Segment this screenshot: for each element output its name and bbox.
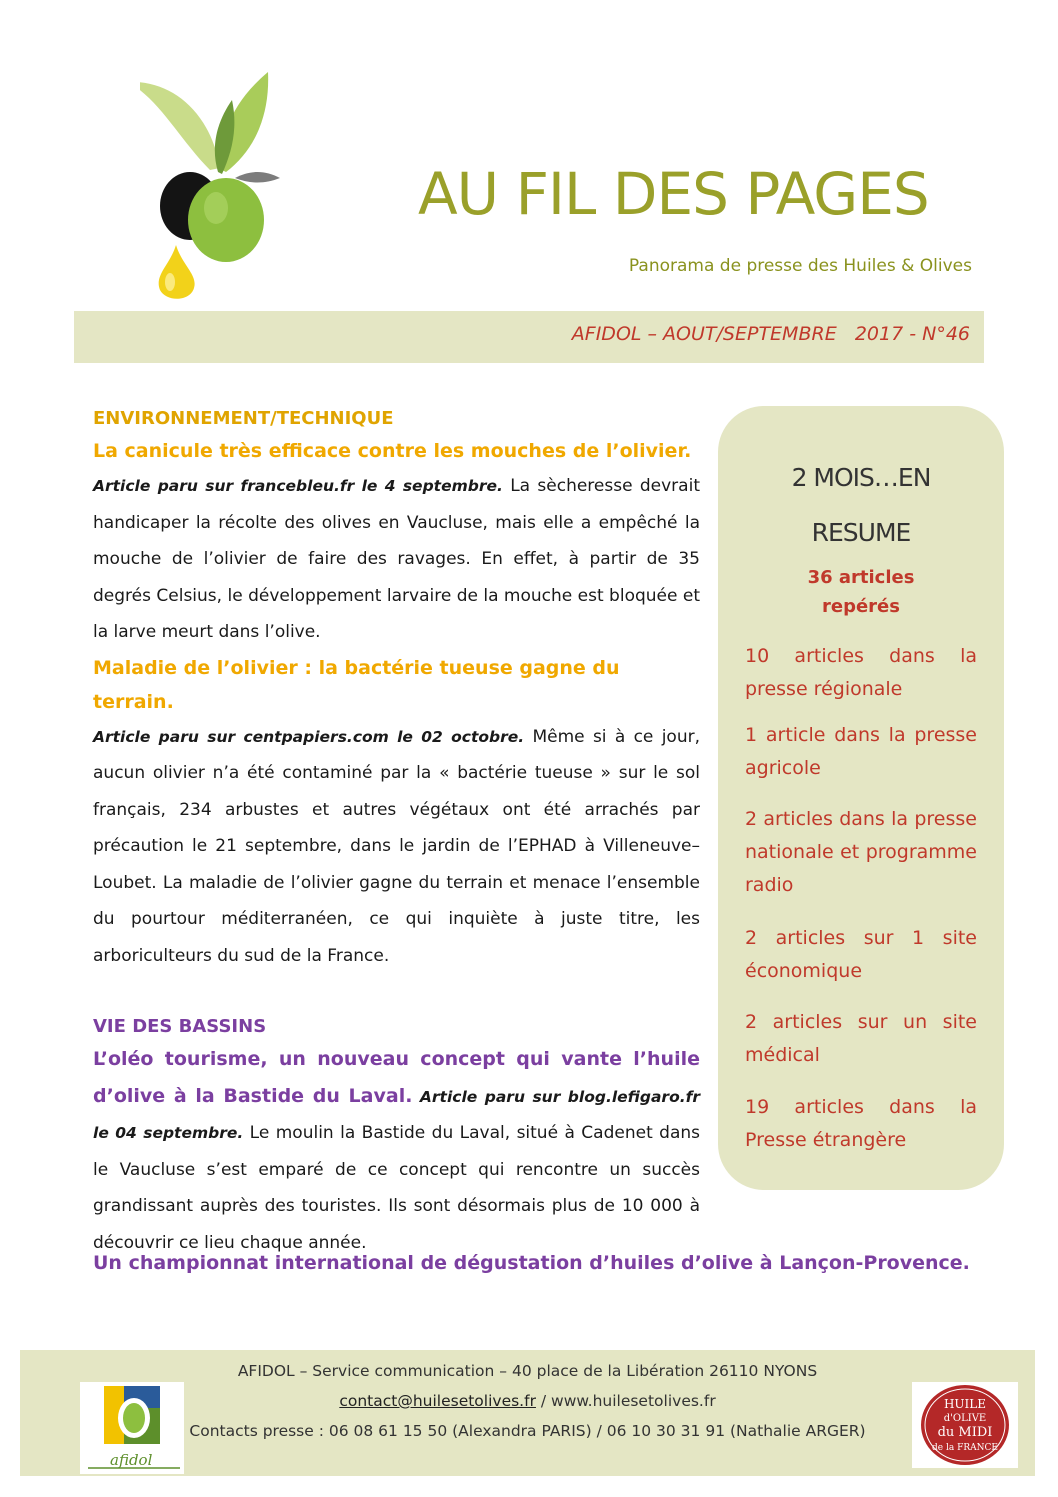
summary-item: 10 articles dans la presse régionale	[745, 645, 977, 700]
summary-item: 2 articles dans la presse nationale et programme radio	[745, 808, 977, 896]
oil-drop-icon	[159, 245, 195, 299]
article-body	[93, 719, 700, 975]
issue-label: AFIDOL – AOUT/SEPTEMBRE 2017 - N°46	[571, 323, 970, 345]
green-olive-icon	[188, 178, 264, 262]
page-subtitle: Panorama de presse des Huiles & Olives	[628, 256, 972, 276]
huile-olive-midi-logo	[912, 1382, 1018, 1468]
page-title: AU FIL DES PAGES	[418, 160, 929, 228]
summary-box	[718, 406, 1004, 1190]
footer-contact	[20, 1392, 1035, 1410]
summary-item: 2 articles sur 1 site économique	[745, 927, 977, 982]
article-text: Le moulin la Bastide du Laval, situé à Cadenet dans le Vaucluse s’est emparé de ce concept qui rencontre un succès grandissant auprès des touristes. Ils sont désormais plus de 10 000 à découvrir ce lieu chaque année.	[93, 1123, 700, 1253]
summary-item: 2 articles sur un site médical	[745, 1011, 977, 1066]
midi-seal-icon	[912, 1382, 1018, 1468]
summary-item: 1 article dans la presse agricole	[745, 724, 977, 779]
article-text: Même si à ce jour, aucun olivier n’a été contaminé par la « bactérie tueuse » sur le sol français, 234 arbustes et autres végétaux ont été arrachés par précaution le 21 septembre, dans le jardin de l’EPHAD à Villeneuve–Loubet. La maladie de l’olivier gagne du terrain et menace l’ensemble du pourtour méditerranéen, ce qui inquiète à juste titre, les arboriculteurs du sud de la France.	[93, 726, 700, 966]
main-column	[93, 404, 700, 1261]
leaf-grey-icon	[235, 172, 280, 183]
leaf-light-icon	[140, 82, 220, 170]
svg-text:d'OLIVE: d'OLIVE	[943, 1413, 987, 1424]
summary-item: 19 articles dans la Presse étrangère	[745, 1096, 977, 1151]
website-text: / www.huilesetolives.fr	[535, 1392, 716, 1410]
article-headline-championnat: Un championnat international de dégustation d’huiles d’olive à Lançon-Provence.	[93, 1252, 970, 1274]
footer	[20, 1350, 1035, 1476]
section-title-environnement: ENVIRONNEMENT/TECHNIQUE	[93, 408, 394, 429]
olive-logo-icon	[140, 70, 290, 300]
article-text: La sècheresse devrait handicaper la récolte des olives en Vaucluse, mais elle a empêché la mouche de l’olivier de faire des ravages. En effet, à partir de 35 degrés Celsius, le développement larvaire de la mouche est bloquée et la larve meurt dans l’olive.	[93, 476, 700, 642]
svg-text:du MIDI: du MIDI	[937, 1425, 993, 1440]
summary-count: 36 articles repérés	[807, 567, 915, 617]
article-headline: Maladie de l’olivier : la bactérie tueuse gagne du terrain.	[93, 656, 620, 713]
article-source: Article paru sur francebleu.fr le 4 septembre.	[93, 477, 503, 495]
svg-text:afidol: afidol	[110, 1451, 153, 1469]
article-headline: L’oléo tourisme, un nouveau concept qui vante l’huile d’olive à la Bastide du Laval.	[93, 1048, 700, 1107]
article-source: Article paru sur blog.lefigaro.fr le 04 septembre.	[93, 1087, 700, 1142]
footer-address: AFIDOL – Service communication – 40 place de la Libération 26110 NYONS	[237, 1362, 818, 1380]
email-link[interactable]: contact@huilesetolives.fr	[339, 1392, 536, 1410]
article-body	[93, 468, 700, 651]
footer-press-contacts: Contacts presse : 06 08 61 15 50 (Alexandra PARIS) / 06 10 30 31 91 (Nathalie ARGER)	[189, 1422, 866, 1440]
article-headline: La canicule très efficace contre les mouches de l’olivier.	[93, 440, 692, 462]
svg-text:HUILE: HUILE	[943, 1397, 987, 1411]
summary-title: 2 MOIS…EN RESUME	[791, 463, 931, 547]
issue-band	[74, 311, 984, 363]
article-body	[93, 1042, 700, 1261]
svg-text:de la FRANCE: de la FRANCE	[932, 1443, 998, 1453]
article-source: Article paru sur centpapiers.com le 02 octobre.	[93, 727, 525, 746]
section-title-vie-des-bassins: VIE DES BASSINS	[93, 1016, 267, 1037]
